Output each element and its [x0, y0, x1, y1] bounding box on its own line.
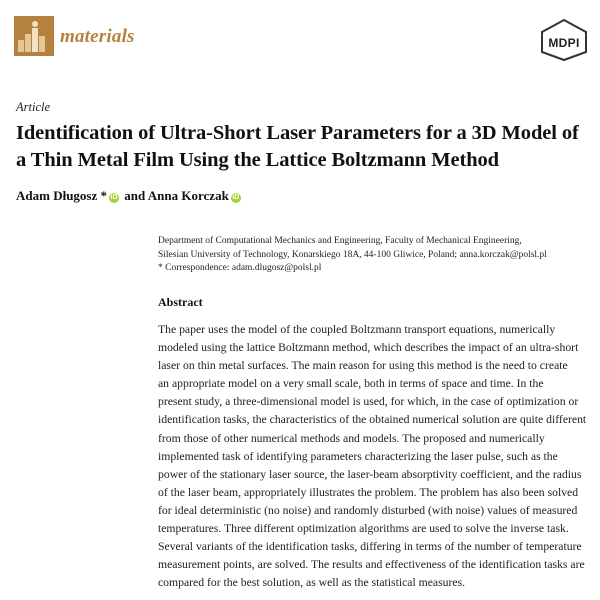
materials-logo-icon [14, 16, 54, 56]
abstract-line: power of the stationary laser source, the laser-beam absorptivity coefficient, and the radius [158, 467, 582, 481]
author-name[interactable]: Adam Długosz * [16, 188, 108, 203]
abstract-line: compared for the best solution, as well as the statistical measures. [158, 576, 466, 590]
abstract-line: of the laser beam, appropriately illustrates the problem. The problem has also been solved [158, 485, 579, 499]
abstract-line: modeled using the lattice Boltzmann method, which describes the impact of an ultra-short [158, 341, 579, 355]
abstract-line: laser on thin metal surfaces. The main reason for using this method is the need to create [158, 359, 568, 373]
correspondence-line: * Correspondence: adam.dlugosz@polsl.pl [158, 263, 322, 273]
abstract-line: temperatures. Three different optimization algorithms are used to solve the inverse task. [158, 522, 569, 536]
abstract-line: an appropriate model on a very small scale, both in terms of space and time. In the [158, 377, 544, 391]
abstract-line: present study, a three-dimensional model is used, for which, in the case of optimization or [158, 395, 579, 409]
abstract-line: implemented task of identifying parameters characterizing the laser pulse, such as the [158, 449, 558, 463]
abstract-line: identification tasks, the characteristics of the obtained numerical solution are quite different [158, 413, 587, 427]
abstract-line: Several variants of the identification tasks, differing in terms of the number of temperature [158, 540, 582, 554]
abstract-line: from those of other numerical methods and models. The proposed and numerically [158, 431, 545, 445]
journal-name: materials [60, 26, 135, 47]
author-conjunction: and [124, 188, 146, 203]
abstract-line: for ideal deterministic (no noise) and randomly disturbed (with noise) values of measured [158, 503, 578, 517]
article-title: Identification of Ultra-Short Laser Parameters for a 3D Model of a Thin Metal Film Using the Lattice Boltzmann Method [16, 122, 579, 171]
article-type: Article [16, 100, 51, 114]
abstract-line: measurement points, are solved. The results and effectiveness of the identification tasks are [158, 558, 585, 572]
affiliation-line: Department of Computational Mechanics and Engineering, Faculty of Mechanical Engineering, [158, 236, 522, 246]
affiliation-block [158, 235, 588, 276]
abstract-line: The paper uses the model of the coupled Boltzmann transport equations, numerically [158, 323, 556, 336]
orcid-icon[interactable]: iD [232, 194, 240, 201]
abstract-heading: Abstract [158, 295, 203, 309]
orcid-icon[interactable]: iD [110, 194, 118, 201]
affiliation-line: Silesian University of Technology, Konarskiego 18A, 44-100 Gliwice, Poland; anna.korczak@polsl.pl [158, 249, 547, 260]
publisher-name: MDPI [548, 36, 580, 50]
author-name[interactable]: Anna Korczak [147, 188, 229, 203]
author-list [16, 188, 243, 204]
abstract-body [158, 321, 588, 592]
